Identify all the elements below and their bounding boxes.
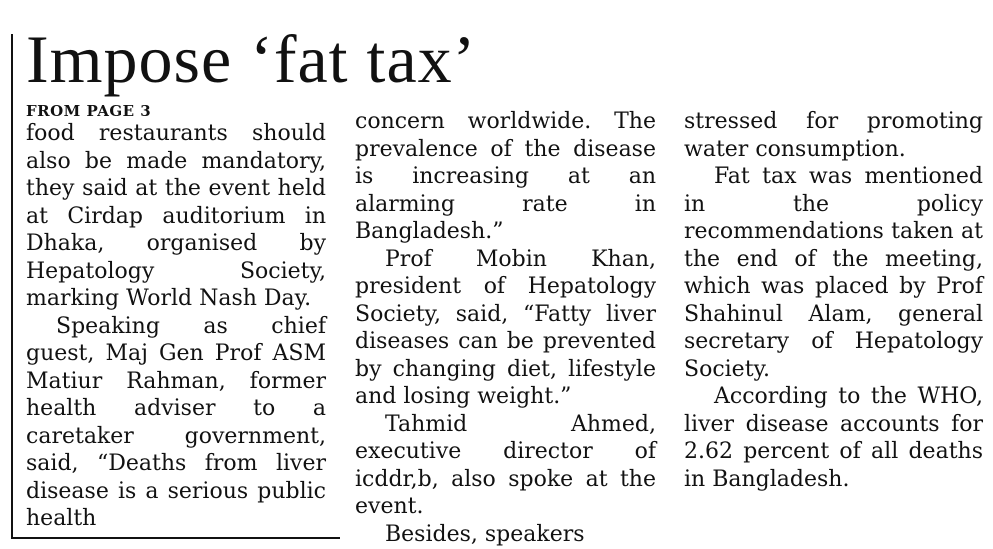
jump-label: FROM PAGE 3	[26, 102, 152, 120]
article-column-1	[26, 102, 326, 533]
article-column-3	[684, 108, 983, 493]
paragraph: food restaurants should also be made mandatory, they said at the event held at Cirdap auditorium in Dhaka, organised by Hepatology Society, marking World Nash Day.	[26, 121, 326, 311]
left-column-rule	[11, 34, 13, 539]
article-column-2	[355, 108, 656, 548]
paragraph: Tahmid Ahmed, executive director of icddr,b, also spoke at the event.	[355, 411, 656, 519]
bottom-column-rule	[11, 537, 340, 539]
paragraph: Prof Mobin Khan, president of Hepatology Society, said, “Fatty liver diseases can be prevented by changing diet, lifestyle and losing weight.”	[355, 246, 656, 409]
paragraph: Besides, speakers	[385, 521, 585, 547]
paragraph: concern worldwide. The prevalence of the disease is increasing at an alarming rate in Bangladesh.”	[355, 109, 656, 244]
paragraph: Fat tax was mentioned in the policy recommendations taken at the end of the meeting, which was placed by Prof Shahinul Alam, general secretary of Hepatology Society.	[684, 164, 983, 382]
paragraph: stressed for promoting water consumption.	[684, 109, 983, 162]
paragraph: Speaking as chief guest, Maj Gen Prof ASM Matiur Rahman, former health adviser to a caretaker government, said, “Deaths from liver disease is a serious public health	[26, 313, 326, 531]
headline: Impose ‘fat tax’	[26, 21, 477, 97]
paragraph: According to the WHO, liver disease accounts for 2.62 percent of all deaths in Bangladesh.	[684, 384, 983, 492]
